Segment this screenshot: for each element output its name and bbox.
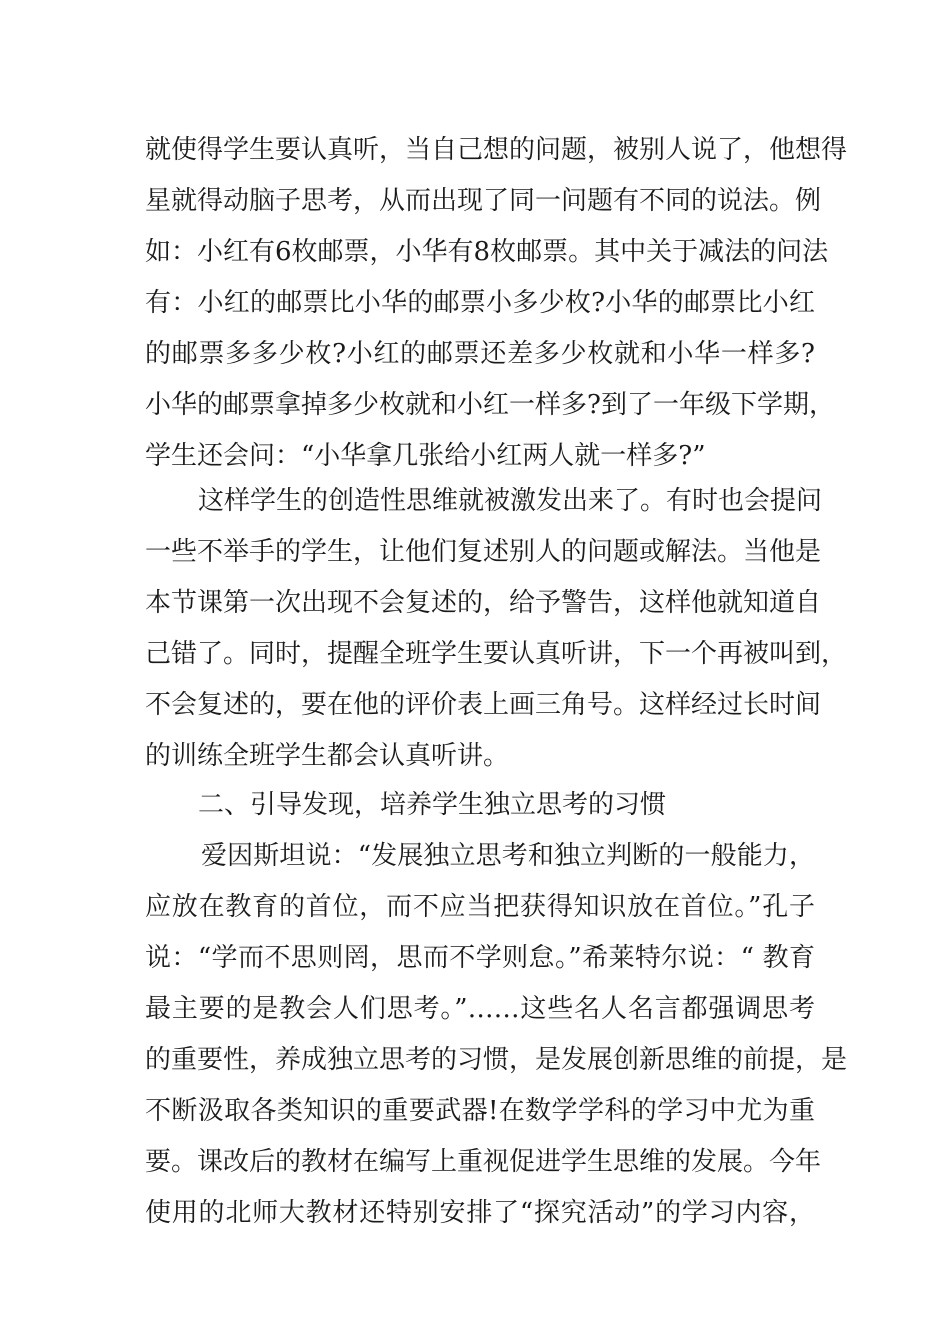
text-line: 使用的北师大教材还特别安排了“探究活动”的学习内容， <box>145 1198 815 1228</box>
text-line: 如：小红有6枚邮票，小华有8枚邮票。其中关于减法的问法 <box>145 237 829 267</box>
paragraph-first-line: 这样学生的创造性思维就被激发出来了。有时也会提问 <box>198 486 823 516</box>
text-line: 的邮票多多少枚?小红的邮票还差多少枚就和小华一样多? <box>145 339 815 369</box>
text-line: 学生还会问：“小华拿几张给小红两人就一样多?” <box>145 441 706 471</box>
text-line: 一些不举手的学生，让他们复述别人的问题或解法。当他是 <box>145 537 822 567</box>
text-line: 应放在教育的首位，而不应当把获得知识放在首位。”孔子 <box>145 892 815 922</box>
text-line: 己错了。同时，提醒全班学生要认真听讲，下一个再被叫到， <box>145 639 848 669</box>
text-line: 不会复述的，要在他的评价表上画三角号。这样经过长时间 <box>145 690 822 720</box>
section-heading: 二、引导发现，培养学生独立思考的习惯 <box>198 790 667 820</box>
text-line: 不断汲取各类知识的重要武器!在数学学科的学习中尤为重 <box>145 1096 815 1126</box>
paragraph-first-line: 爱因斯坦说：“发展独立思考和独立判断的一般能力， <box>201 841 815 871</box>
text-line: 最主要的是教会人们思考。”……这些名人名言都强调思考 <box>145 994 815 1024</box>
text-line: 有：小红的邮票比小华的邮票小多少枚?小华的邮票比小红 <box>145 288 815 318</box>
text-line: 小华的邮票拿掉多少枚就和小红一样多?到了一年级下学期， <box>145 390 835 420</box>
text-line: 要。课改后的教材在编写上重视促进学生思维的发展。今年 <box>145 1147 822 1177</box>
text-line: 的重要性，养成独立思考的习惯，是发展创新思维的前提，是 <box>145 1045 848 1075</box>
text-line: 的训练全班学生都会认真听讲。 <box>145 741 510 771</box>
text-line: 本节课第一次出现不会复述的，给予警告，这样他就知道自 <box>145 588 822 618</box>
text-line: 说：“学而不思则罔，思而不学则怠。”希莱特尔说：“ 教育 <box>145 943 815 973</box>
text-line: 星就得动脑子思考，从而出现了同一问题有不同的说法。例 <box>145 186 822 216</box>
text-line: 就使得学生要认真听，当自己想的问题，被别人说了，他想得 <box>145 135 848 165</box>
